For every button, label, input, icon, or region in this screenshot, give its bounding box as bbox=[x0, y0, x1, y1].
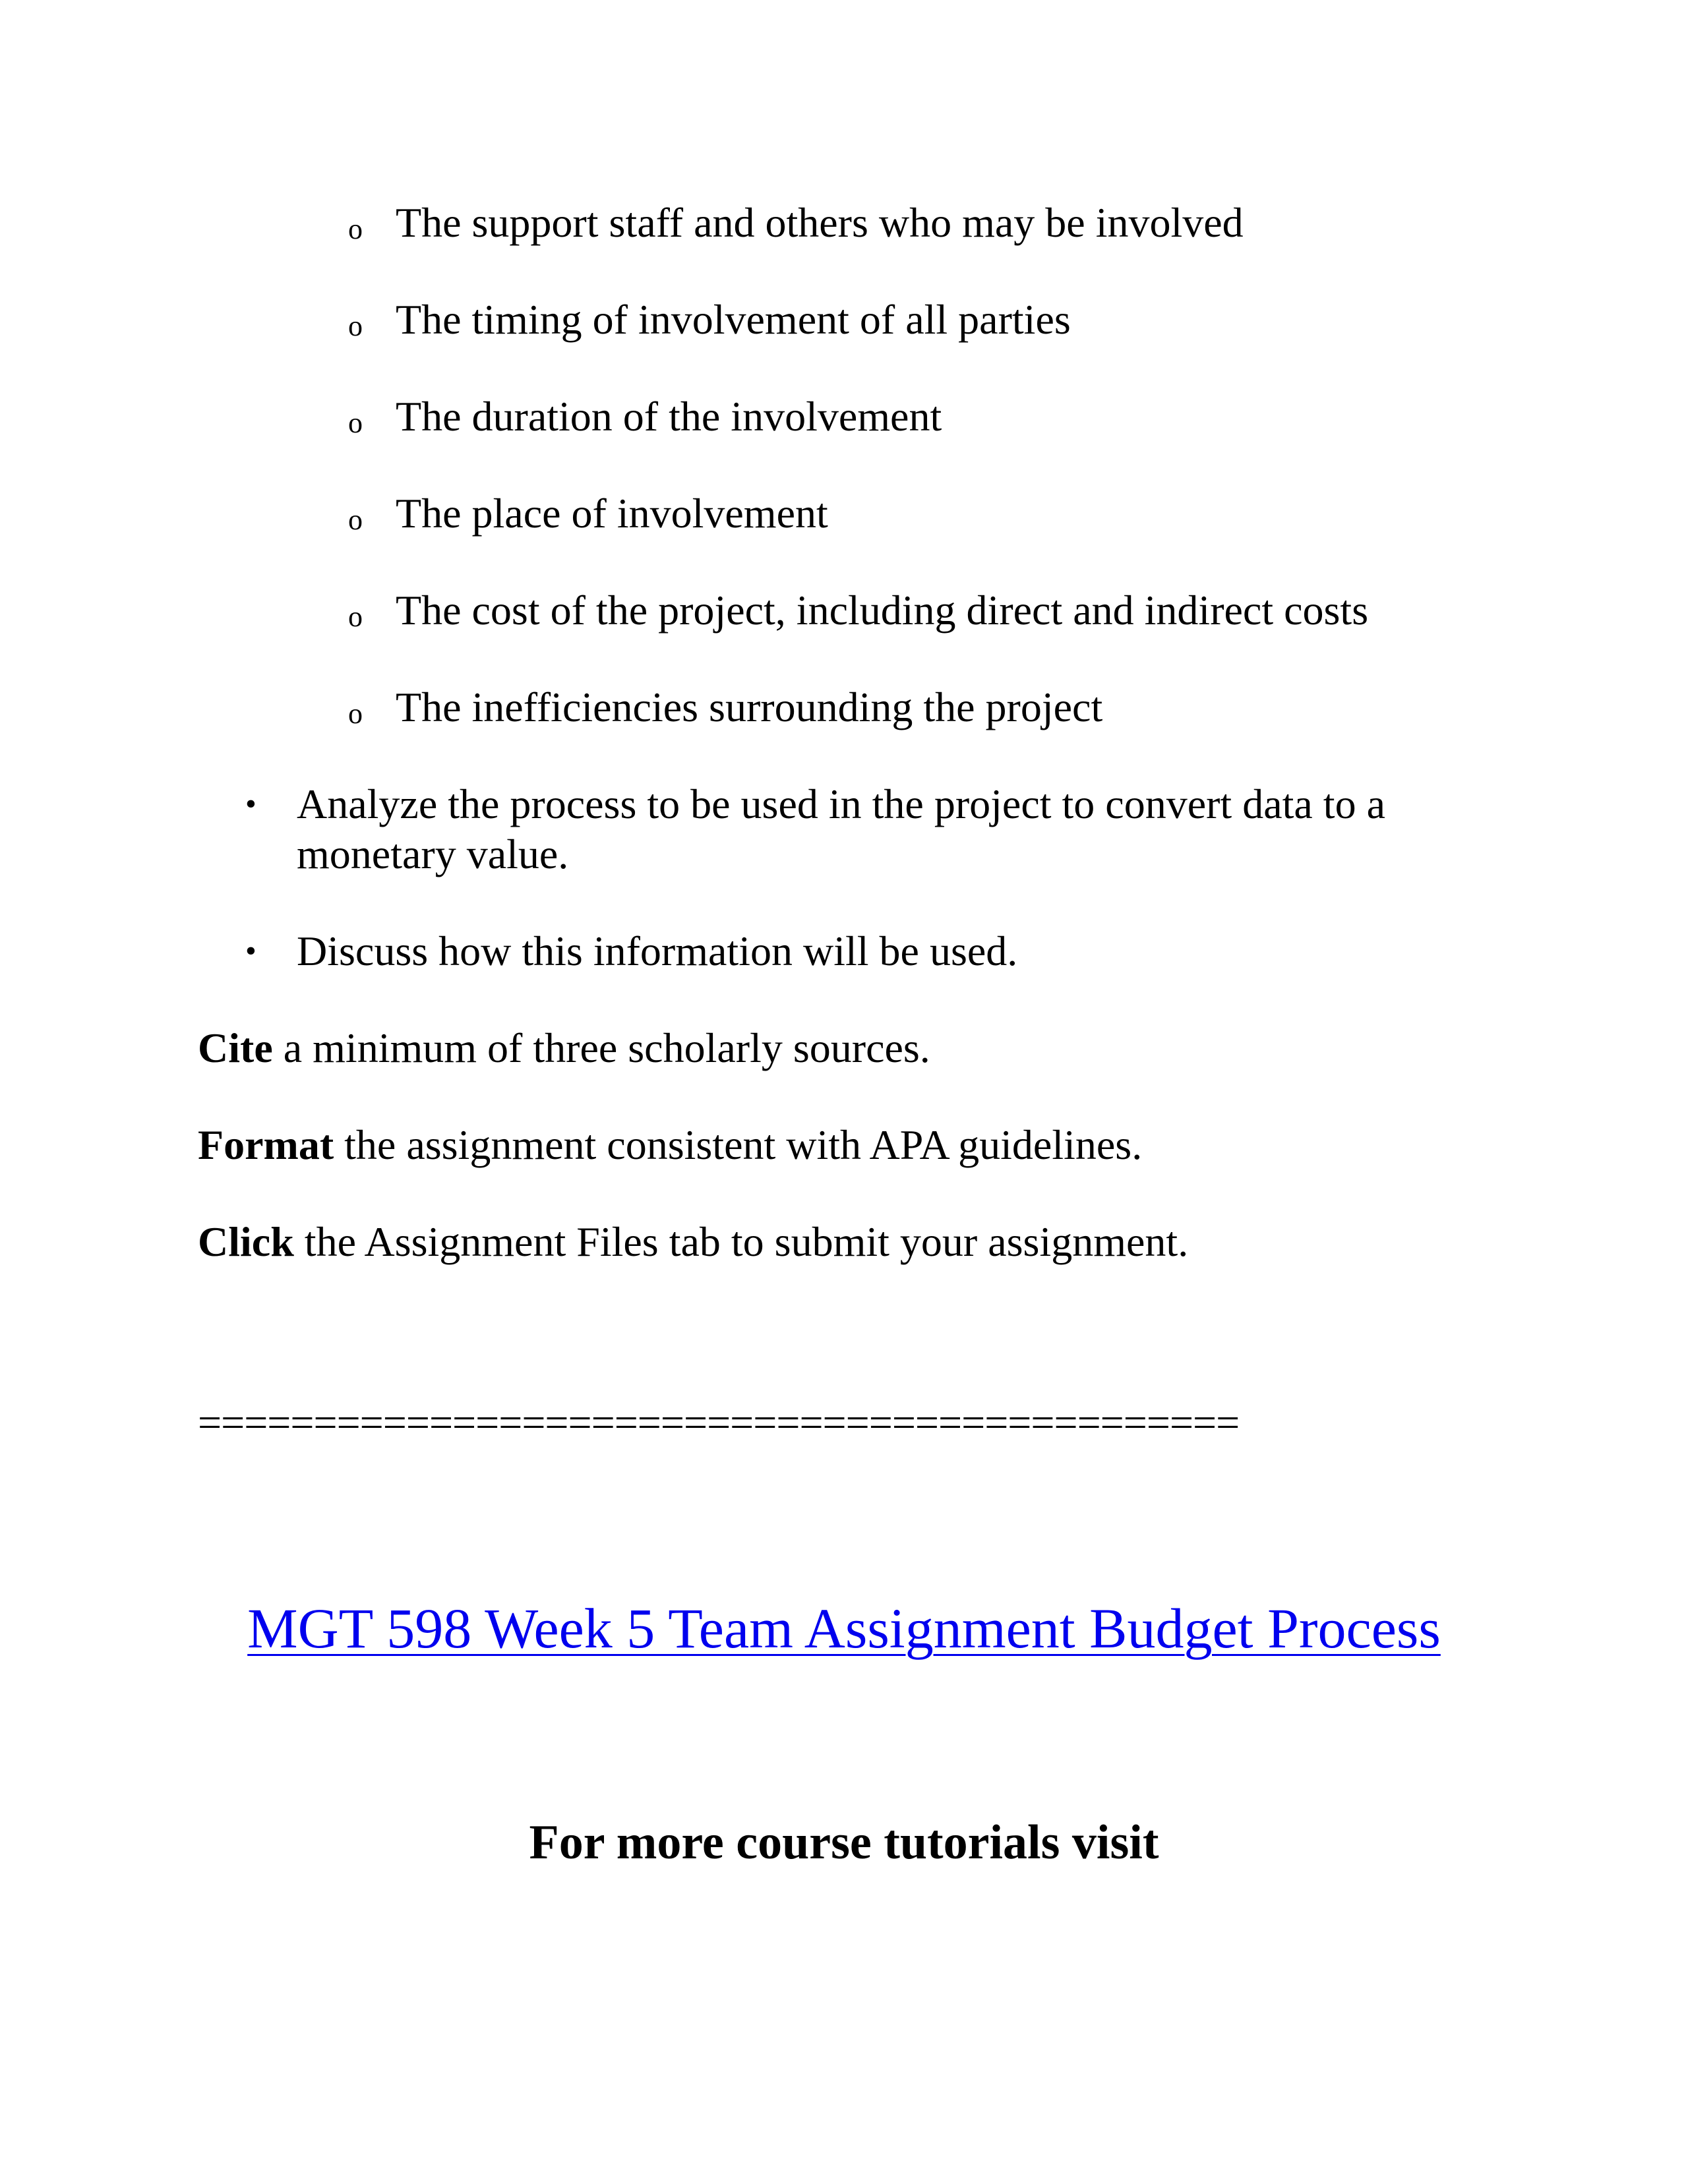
sub-list-item-text: The duration of the involvement bbox=[396, 393, 942, 440]
section-divider: ============================================= bbox=[198, 1399, 1240, 1446]
sub-list-item-text: The cost of the project, including direct and indirect costs bbox=[396, 587, 1369, 634]
hollow-circle-bullet-icon: o bbox=[348, 310, 363, 342]
hollow-circle-bullet-icon: o bbox=[348, 504, 363, 536]
sub-list-item-text: The support staff and others who may be involved bbox=[396, 199, 1244, 246]
hollow-circle-bullet-icon: o bbox=[348, 213, 363, 245]
hollow-circle-bullet-icon: o bbox=[348, 697, 363, 730]
course-title-heading bbox=[0, 1595, 1688, 1661]
sub-list-item-text: The timing of involvement of all parties bbox=[396, 296, 1071, 343]
filled-dot-bullet-icon: • bbox=[245, 933, 256, 968]
instruction-text: a minimum of three scholarly sources. bbox=[272, 1024, 930, 1071]
instruction-keyword: Cite bbox=[198, 1024, 273, 1071]
filled-dot-bullet-icon: • bbox=[245, 786, 256, 821]
hollow-circle-bullet-icon: o bbox=[348, 601, 363, 633]
hollow-circle-bullet-icon: o bbox=[348, 407, 363, 439]
instruction-paragraph-click bbox=[198, 1217, 1188, 1267]
instruction-paragraph-cite bbox=[198, 1023, 930, 1073]
bullet-list-item-text: Discuss how this information will be used. bbox=[297, 928, 1018, 974]
course-title-link[interactable]: MGT 598 Week 5 Team Assignment Budget Process bbox=[247, 1597, 1441, 1660]
instruction-text: the assignment consistent with APA guidelines. bbox=[334, 1121, 1143, 1168]
bullet-list-item-text: Analyze the process to be used in the project to convert data to a monetary value. bbox=[297, 781, 1385, 877]
instruction-keyword: Format bbox=[198, 1121, 334, 1168]
instruction-paragraph-format bbox=[198, 1120, 1142, 1170]
footer-heading: For more course tutorials visit bbox=[529, 1815, 1159, 1870]
sub-list-item-text: The place of involvement bbox=[396, 490, 828, 537]
sub-list-item-text: The inefficiencies surrounding the project bbox=[396, 684, 1103, 730]
instruction-text: the Assignment Files tab to submit your assignment. bbox=[293, 1218, 1189, 1265]
instruction-keyword: Click bbox=[198, 1218, 294, 1265]
